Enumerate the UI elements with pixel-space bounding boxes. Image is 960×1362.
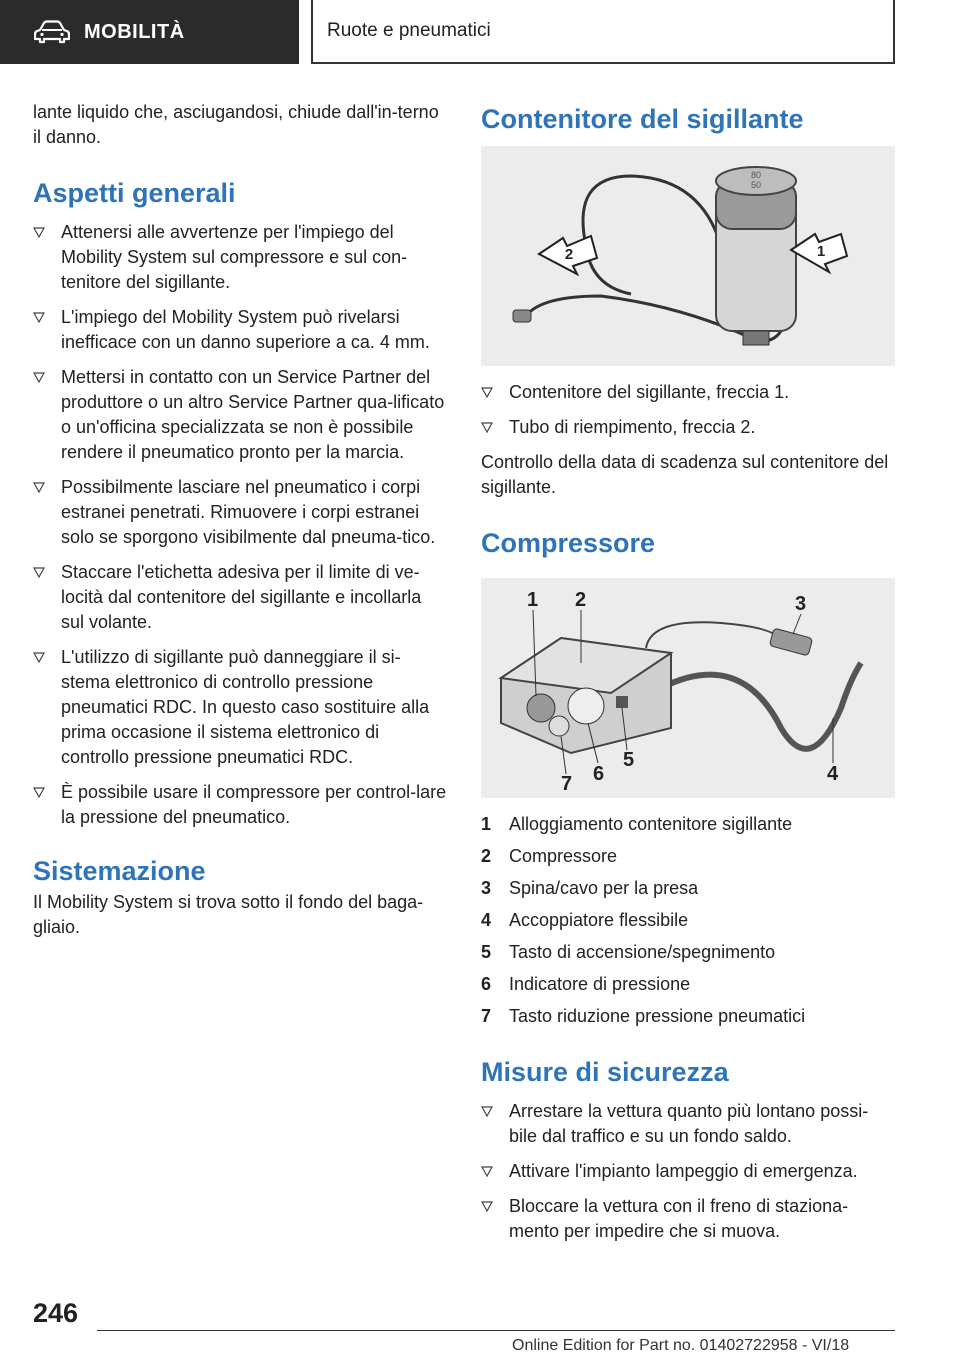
triangle-bullet-icon — [33, 227, 45, 239]
svg-text:2: 2 — [575, 589, 587, 611]
triangle-bullet-icon — [481, 422, 493, 434]
right-column — [481, 100, 895, 1254]
triangle-bullet-icon — [33, 312, 45, 324]
triangle-bullet-icon — [481, 387, 493, 399]
list-item: Contenitore del sigillante, freccia 1. — [481, 380, 895, 405]
list-item: Possibilmente lasciare nel pneumatico i corpi estranei penetrati. Rimuovere i corpi estranei solo se sporgono visibilmente dal pneuma-tico. — [33, 475, 448, 550]
header-section-tab — [0, 0, 299, 64]
triangle-bullet-icon — [481, 1106, 493, 1118]
heading-sistemazione: Sistemazione — [33, 856, 206, 886]
list-item: Attenersi alle avvertenze per l'impiego del Mobility System sul compressore e sul con-tenitore del sigillante. — [33, 220, 448, 295]
left-column — [33, 100, 448, 950]
list-item: Staccare l'etichetta adesiva per il limite di ve-locità dal contenitore del sigillante e incollarla sul volante. — [33, 560, 448, 635]
triangle-bullet-icon — [33, 372, 45, 384]
compressor-figure — [481, 578, 895, 798]
sicurezza-list — [481, 1099, 895, 1244]
sistemazione-paragraph: Il Mobility System si trova sotto il fondo del baga-gliaio. — [33, 892, 424, 937]
list-item: Bloccare la vettura con il freno di staziona-mento per impedire che si muova. — [481, 1194, 895, 1244]
sealant-container-figure — [481, 146, 895, 366]
svg-text:1: 1 — [527, 589, 539, 611]
contenitore-paragraph: Controllo della data di scadenza sul contenitore del sigillante. — [481, 452, 889, 497]
svg-text:7: 7 — [561, 773, 573, 795]
intro-paragraph: lante liquido che, asciugandosi, chiude dall'in-terno il danno. — [33, 102, 439, 147]
aspetti-list — [33, 220, 448, 830]
svg-text:5: 5 — [623, 749, 635, 771]
legend-item: 1 Alloggiamento contenitore sigillante — [481, 814, 793, 834]
list-item: Attivare l'impianto lampeggio di emergenza. — [481, 1159, 895, 1184]
list-item: L'impiego del Mobility System può rivelarsi inefficace con un danno superiore a ca. 4 mm. — [33, 305, 448, 355]
legend-item: 6 Indicatore di pressione — [481, 974, 691, 994]
page-number: 246 — [33, 1298, 79, 1328]
edition-info: Online Edition for Part no. 01402722958 - VI/18 — [512, 1337, 850, 1354]
section-title: MOBILITÀ — [84, 20, 185, 43]
footer-divider — [97, 1330, 895, 1331]
list-item: È possibile usare il compressore per control-lare la pressione del pneumatico. — [33, 780, 448, 830]
svg-text:80: 80 — [750, 170, 762, 180]
chapter-title: Ruote e pneumatici — [311, 0, 895, 64]
contenitore-list — [481, 380, 895, 440]
triangle-bullet-icon — [33, 787, 45, 799]
legend-item: 3 Spina/cavo per la presa — [481, 878, 699, 898]
compressor-legend — [481, 812, 895, 1029]
triangle-bullet-icon — [33, 567, 45, 579]
heading-aspetti-generali: Aspetti generali — [33, 178, 236, 208]
triangle-bullet-icon — [33, 652, 45, 664]
svg-text:4: 4 — [827, 763, 839, 785]
svg-text:1: 1 — [816, 243, 826, 260]
legend-item: 5 Tasto di accensione/spegnimento — [481, 942, 776, 962]
heading-compressore: Compressore — [481, 528, 656, 558]
list-item: Mettersi in contatto con un Service Partner del produttore o un altro Service Partner qua-lificato o un'officina specializzata se non è possibile rendere il pneumatico pronto per la marcia. — [33, 365, 448, 465]
heading-contenitore: Contenitore del sigillante — [481, 104, 804, 134]
triangle-bullet-icon — [481, 1166, 493, 1178]
compressor-illustration — [481, 578, 895, 798]
car-icon — [34, 20, 70, 44]
triangle-bullet-icon — [33, 482, 45, 494]
svg-text:6: 6 — [593, 763, 605, 785]
list-item: Tubo di riempimento, freccia 2. — [481, 415, 895, 440]
legend-item: 2 Compressore — [481, 846, 618, 866]
triangle-bullet-icon — [481, 1201, 493, 1213]
svg-text:3: 3 — [795, 593, 807, 615]
list-item: Arrestare la vettura quanto più lontano possi-bile dal traffico e su un fondo saldo. — [481, 1099, 895, 1149]
heading-misure-sicurezza: Misure di sicurezza — [481, 1057, 729, 1087]
svg-text:2: 2 — [564, 246, 574, 263]
legend-item: 4 Accoppiatore flessibile — [481, 910, 689, 930]
legend-item: 7 Tasto riduzione pressione pneumatici — [481, 1006, 806, 1026]
list-item: L'utilizzo di sigillante può danneggiare il si-stema elettronico di controllo pressione pneumatici RDC. In questo caso sostituire alla prima occasione il sistema elettronico di controllo pressione pneumatici RDC. — [33, 645, 448, 770]
svg-text:50: 50 — [750, 180, 762, 190]
sealant-container-illustration — [481, 146, 895, 366]
